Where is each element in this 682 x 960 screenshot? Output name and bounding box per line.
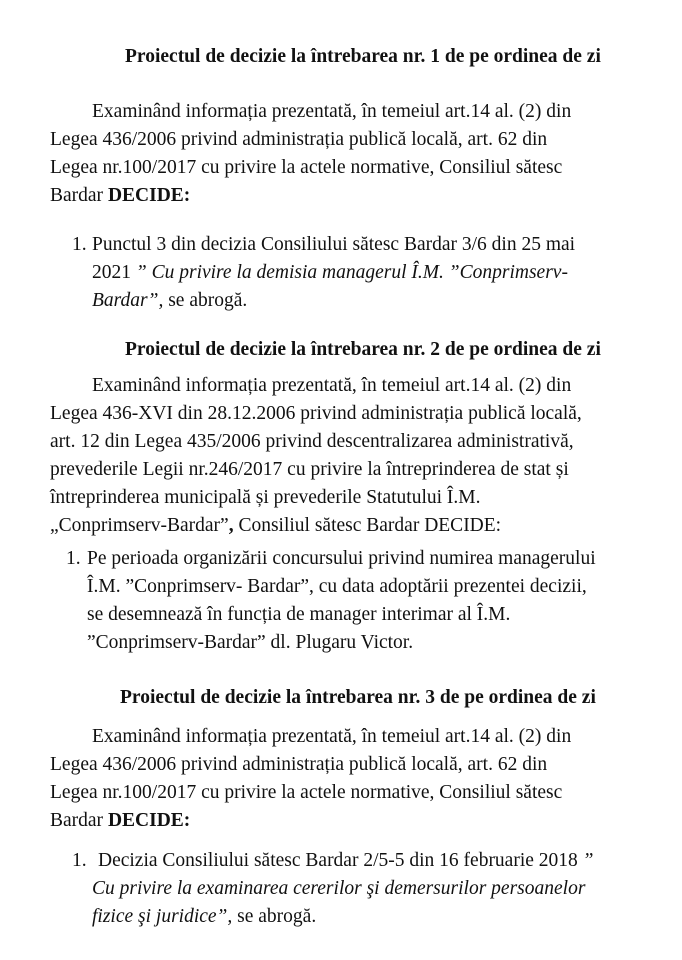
section-2-paragraph-line: art. 12 din Legea 435/2006 privind descentralizarea administrativă, bbox=[50, 431, 574, 452]
section-1-item-line bbox=[92, 259, 568, 287]
section-2-comma: , bbox=[228, 515, 234, 536]
section-2-paragraph-line: Legea 436-XVI din 28.12.2006 privind administrația publică locală, bbox=[50, 403, 582, 424]
section-2-paragraph-line: Examinând informația prezentată, în temeiul art.14 al. (2) din bbox=[92, 375, 572, 396]
section-2-decide: Consiliul sătesc Bardar DECIDE: bbox=[233, 515, 502, 536]
section-3-item-number: 1. bbox=[72, 850, 87, 871]
section-1-item-number: 1. bbox=[72, 234, 87, 255]
section-1-item-line: Punctul 3 din decizia Consiliului sătesc Bardar 3/6 din 25 mai bbox=[92, 234, 576, 255]
section-3-item-line: Cu privire la examinarea cererilor şi demersurilor persoanelor bbox=[92, 878, 586, 899]
section-2-item-line: Î.M. ”Conprimserv- Bardar”, cu data adoptării prezentei decizii, bbox=[87, 576, 587, 597]
section-1-paragraph-line: Examinând informația prezentată, în temeiul art.14 al. (2) din bbox=[92, 101, 572, 122]
section-1-item-quote-end: Bardar”, bbox=[92, 290, 164, 311]
section-2-paragraph-last-line bbox=[50, 512, 501, 540]
section-3-decide: DECIDE: bbox=[107, 810, 191, 831]
section-1-paragraph-last-line bbox=[50, 182, 190, 210]
section-3-title: Proiectul de decizie la întrebarea nr. 3 de pe ordinea de zi bbox=[120, 687, 596, 708]
section-3-paragraph-line: Legea 436/2006 privind administrația publică locală, art. 62 din bbox=[50, 754, 548, 775]
section-2-enterprise-name: „Conprimserv-Bardar” bbox=[50, 515, 229, 536]
section-1-paragraph-line: Legea nr.100/2017 cu privire la actele normative, Consiliul sătesc bbox=[50, 157, 563, 178]
section-3-item-quote-open: ” bbox=[582, 850, 594, 871]
section-1-item-line bbox=[92, 287, 247, 315]
section-2-item-line: ”Conprimserv-Bardar” dl. Plugaru Victor. bbox=[87, 632, 414, 653]
section-3-item-line bbox=[98, 847, 594, 875]
section-1-decide: DECIDE: bbox=[107, 185, 191, 206]
section-2-paragraph-line: prevederile Legii nr.246/2017 cu privire la întreprinderea de stat și bbox=[50, 459, 569, 480]
section-3-item-line bbox=[92, 903, 316, 931]
section-3-paragraph-line: Examinând informația prezentată, în temeiul art.14 al. (2) din bbox=[92, 726, 572, 747]
section-1-paragraph-line: Legea 436/2006 privind administrația publică locală, art. 62 din bbox=[50, 129, 548, 150]
section-1-bardar: Bardar bbox=[50, 185, 108, 206]
section-2-item-line: se desemnează în funcția de manager interimar al Î.M. bbox=[87, 604, 511, 625]
section-1-item-quote: ” Cu privire la demisia managerul Î.M. ”Conprimserv- bbox=[135, 262, 568, 283]
section-1-item-year: 2021 bbox=[92, 262, 136, 283]
section-1-item-abroga: se abrogă. bbox=[163, 290, 248, 311]
section-1-title: Proiectul de decizie la întrebarea nr. 1 de pe ordinea de zi bbox=[125, 46, 601, 67]
section-3-bardar: Bardar bbox=[50, 810, 108, 831]
section-2-paragraph-line: întreprinderea municipală și prevederile Statutului Î.M. bbox=[50, 487, 481, 508]
section-3-item-text: Decizia Consiliului sătesc Bardar 2/5-5 din 16 februarie 2018 bbox=[98, 850, 583, 871]
section-2-item-line: Pe perioada organizării concursului privind numirea managerului bbox=[87, 548, 596, 569]
section-3-item-quote-end: fizice şi juridice”, bbox=[92, 906, 233, 927]
section-3-paragraph-line: Legea nr.100/2017 cu privire la actele normative, Consiliul sătesc bbox=[50, 782, 563, 803]
section-3-paragraph-last-line bbox=[50, 807, 190, 835]
section-2-title: Proiectul de decizie la întrebarea nr. 2 de pe ordinea de zi bbox=[125, 339, 601, 360]
section-2-item-number: 1. bbox=[66, 548, 81, 569]
section-3-item-abroga: se abrogă. bbox=[232, 906, 317, 927]
